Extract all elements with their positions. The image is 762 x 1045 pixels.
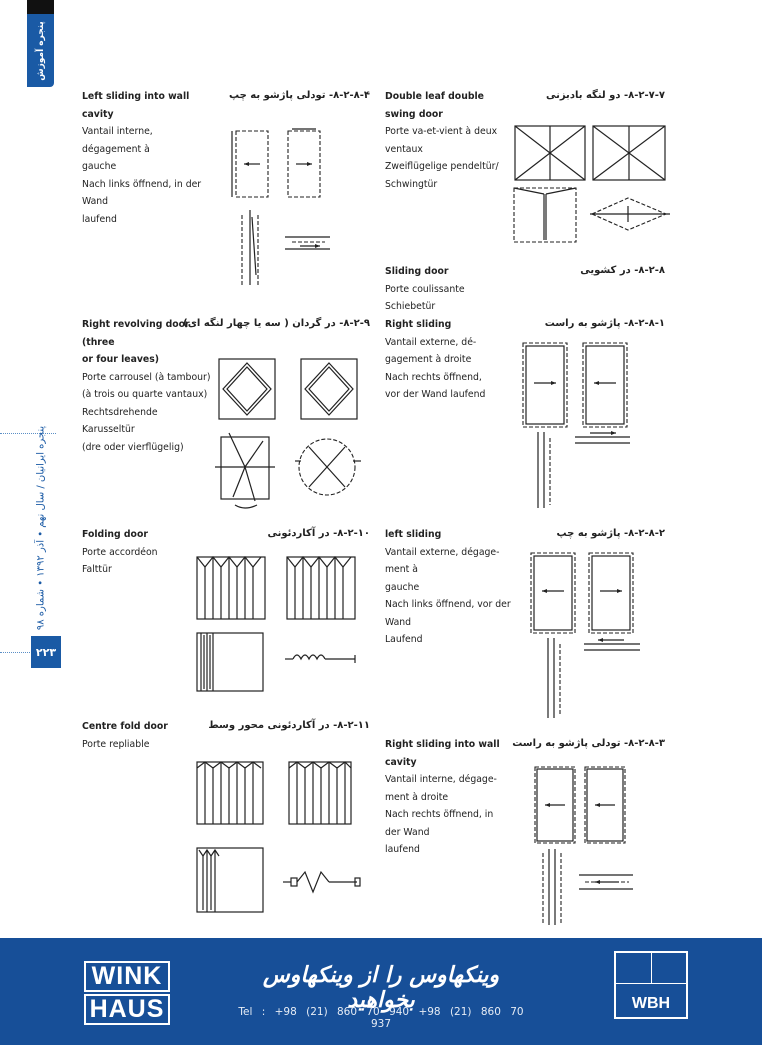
top-black-bar bbox=[27, 0, 54, 14]
section-heading-fa: ۸-۲-۷-۷- دو لنگه بادبزنی bbox=[545, 90, 665, 101]
section-line: gauche bbox=[82, 161, 117, 172]
section-text bbox=[385, 526, 515, 649]
section-title: Folding door bbox=[82, 529, 148, 540]
section-line: Vantail externe, dégage- bbox=[385, 546, 500, 558]
wbh-text: WBH bbox=[631, 995, 671, 1012]
divider bbox=[0, 652, 30, 653]
page-number: ۲۲۳ bbox=[31, 636, 61, 668]
section-text bbox=[82, 88, 207, 228]
section-line: ventaux bbox=[385, 143, 423, 155]
issue-info-text: پنجره ایرانیان / سال نهم • آذر ۱۳۹۲ • شماره ۹۸ bbox=[35, 425, 46, 630]
section-line: Vantail interne, dégage- bbox=[385, 774, 497, 785]
section-line: Nach rechts öffnend, bbox=[385, 371, 482, 383]
section-title: Centre fold door bbox=[82, 721, 168, 732]
section-title: Sliding door bbox=[385, 266, 449, 277]
winkhaus-logo bbox=[84, 961, 170, 1023]
section-line: Vantail interne, dégagement à bbox=[82, 126, 153, 155]
footer-phone: Tel : +98 (21) 860 70 940 +98 (21) 860 70 937 bbox=[238, 1006, 524, 1030]
logo-divider bbox=[616, 983, 686, 984]
section-line: Laufend bbox=[385, 634, 423, 645]
logo-divider bbox=[651, 953, 652, 983]
section-text bbox=[82, 526, 192, 579]
section-line: vor der Wand laufend bbox=[385, 389, 486, 400]
section-line: ment à droite bbox=[385, 791, 449, 803]
section-heading-fa: ۸-۲-۱۰- در آکاردئونی bbox=[267, 528, 370, 539]
section-line: Vantail externe, dé- bbox=[385, 336, 477, 348]
section-line: (à trois ou quarte vantaux) bbox=[82, 389, 208, 400]
section-line: Nach rechts öffnend, in bbox=[385, 809, 494, 820]
left-sliding-cavity-diagram bbox=[230, 125, 330, 290]
section-line: Zweiflügelige pendeltür/ bbox=[385, 161, 499, 172]
section-line: Porte accordéon bbox=[82, 546, 158, 558]
section-line: Porte carrousel (à tambour) bbox=[82, 371, 211, 383]
section-line: gauche bbox=[385, 581, 420, 593]
section-line: Falttür bbox=[82, 564, 112, 575]
right-sliding-diagram bbox=[520, 340, 635, 510]
section-line: laufend bbox=[385, 844, 420, 855]
section-text bbox=[82, 718, 192, 753]
section-heading-fa: ۸-۲-۸-۱- پاژشو به راست bbox=[544, 318, 665, 329]
section-text bbox=[385, 316, 515, 404]
section-tab-label: پنجره آموزش bbox=[35, 20, 46, 81]
section-line: Wand bbox=[82, 196, 109, 207]
section-line: Porte va-et-vient à deux bbox=[385, 126, 498, 137]
right-sliding-cavity-diagram bbox=[533, 765, 648, 930]
section-line: (dre oder vierflügelig) bbox=[82, 441, 184, 453]
revolving-door-diagram bbox=[215, 355, 365, 515]
section-title: Right revolving door (three bbox=[82, 319, 190, 348]
issue-info bbox=[27, 415, 54, 640]
section-title: Right sliding bbox=[385, 319, 452, 330]
section-text bbox=[385, 263, 515, 316]
section-line: ment à bbox=[385, 564, 418, 575]
section-title: Left sliding into wall cavity bbox=[82, 91, 190, 120]
logo-line: HAUS bbox=[84, 994, 170, 1025]
double-swing-door-diagram bbox=[510, 122, 670, 247]
section-heading-fa: ۸-۲-۹- در گردان ( سه یا چهار لنگه ای) bbox=[183, 318, 370, 329]
folding-door-diagram bbox=[195, 555, 365, 695]
section-heading-fa: ۸-۲-۱۱- در آکاردئونی محور وسط bbox=[208, 720, 370, 731]
section-line: Schwingtür bbox=[385, 178, 438, 190]
logo-line: WINK bbox=[84, 961, 170, 992]
wbh-logo bbox=[614, 951, 688, 1019]
section-line: der Wand bbox=[385, 826, 430, 838]
section-line: Nach links öffnend, vor der bbox=[385, 599, 511, 610]
section-title: left sliding bbox=[385, 529, 442, 540]
section-title: Double leaf double swing door bbox=[385, 91, 484, 120]
section-heading-fa: ۸-۲-۸-۴- تودلی پاژشو به چپ bbox=[229, 90, 370, 101]
section-line: laufend bbox=[82, 213, 117, 225]
section-text bbox=[385, 88, 515, 193]
section-tab bbox=[27, 14, 54, 87]
section-line: Porte coulissante bbox=[385, 283, 465, 295]
section-heading-fa: ۸-۲-۸-۲- پاژشو به چپ bbox=[556, 528, 665, 539]
section-line: Wand bbox=[385, 616, 412, 628]
section-text bbox=[385, 736, 515, 859]
section-text bbox=[82, 316, 212, 456]
section-title: Right sliding into wall cavity bbox=[385, 739, 500, 768]
section-line: Porte repliable bbox=[82, 738, 150, 750]
section-title: or four leaves) bbox=[82, 354, 159, 365]
section-heading-fa: ۸-۲-۸-۳- تودلی پاژشو به راست bbox=[512, 738, 665, 749]
footer-slogan: وینکهاوس را از وینکهاوس بخواهید bbox=[262, 963, 500, 1013]
section-line: Schiebetür bbox=[385, 301, 436, 312]
section-line: gagement à droite bbox=[385, 354, 472, 365]
section-heading-fa: ۸-۲-۸- در کشویی bbox=[580, 265, 665, 276]
centre-fold-door-diagram bbox=[195, 760, 365, 920]
section-line: Nach links öffnend, in der bbox=[82, 178, 202, 190]
section-line: Rechtsdrehende Karusseltür bbox=[82, 406, 158, 435]
left-sliding-diagram bbox=[528, 550, 643, 720]
